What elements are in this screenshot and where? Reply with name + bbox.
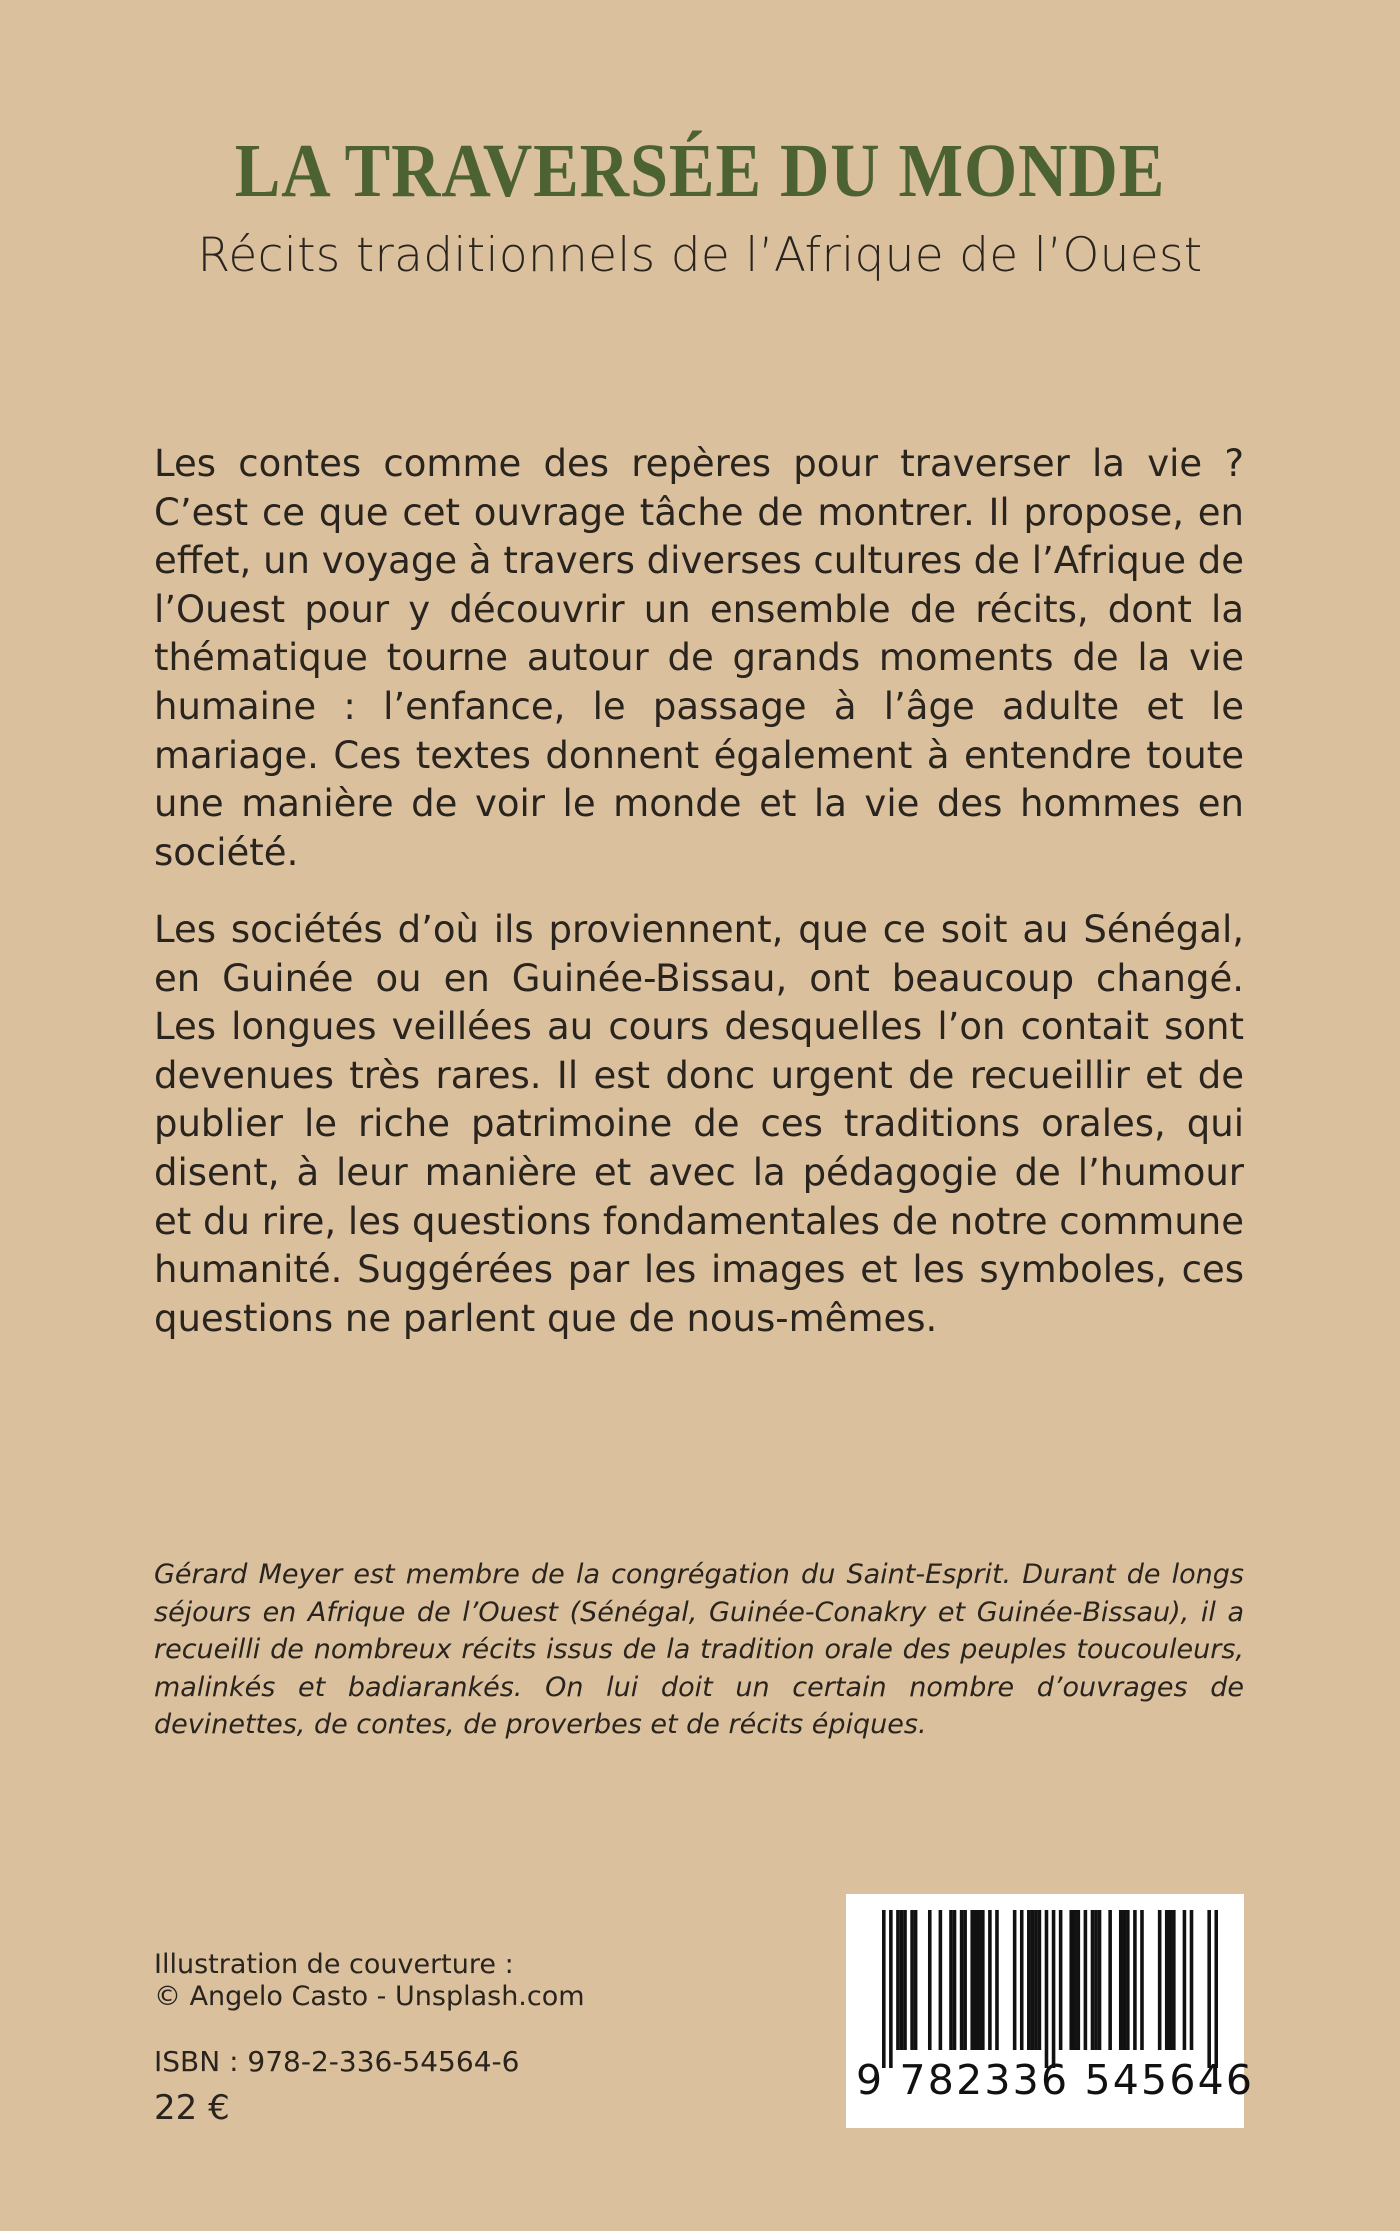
barcode-bar	[1126, 1910, 1130, 2050]
barcode-bar	[1207, 1910, 1211, 2068]
barcode-bar	[1158, 1910, 1162, 2050]
barcode-bar	[1123, 1910, 1127, 2050]
barcode-bar	[1098, 1910, 1102, 2050]
barcode-bar	[1133, 1910, 1137, 2050]
barcode-bar	[1031, 1910, 1035, 2050]
barcode-bar	[1165, 1910, 1169, 2050]
barcode-bar	[1172, 1910, 1176, 2050]
barcode-bar	[1091, 1910, 1095, 2050]
barcode-bar	[914, 1910, 918, 2050]
illustration-credit-label: Illustration de couverture :	[154, 1949, 514, 1980]
barcode-bar	[889, 1910, 893, 2068]
barcode-bar	[949, 1910, 953, 2050]
barcode-bar	[1069, 1910, 1073, 2050]
barcode-bar	[995, 1910, 999, 2050]
book-title: LA TRAVERSÉE DU MONDE	[234, 129, 1166, 213]
barcode-bar	[900, 1910, 904, 2050]
barcode-bar	[1094, 1910, 1098, 2050]
barcode-bar	[974, 1910, 978, 2050]
barcode-bar	[1084, 1910, 1088, 2050]
barcode	[846, 1894, 1255, 2128]
barcode-bar	[1073, 1910, 1077, 2050]
barcode-digits: 9 782336 545646	[856, 2056, 1255, 2104]
barcode-bar	[1214, 1910, 1218, 2068]
author-bio-text: est membre de la congrégation du Saint-Esprit. Durant de longs séjours en Afrique de l’Ouest (Sénégal, Guinée-Conakry et Guinée-Bissau), il a recueilli de nombreux récits issus de la tradition orale des peuples toucouleurs, malinkés et badiarankés. On lui doit un certain nombre d’ouvrages de devinettes, de contes, de proverbes et de récits épiques.	[154, 1559, 1244, 1740]
barcode-bar	[1168, 1910, 1172, 2050]
barcode-bar	[970, 1910, 974, 2050]
barcode-bar	[910, 1910, 914, 2050]
barcode-bar	[1140, 1910, 1144, 2050]
barcode-bar	[981, 1910, 985, 2050]
barcode-bar	[903, 1910, 907, 2050]
barcode-bar	[1119, 1910, 1123, 2050]
blurb-paragraph-2: Les sociétés d’où ils proviennent, que ce soit au Sénégal, en Guinée ou en Guinée-Bissau, ont beaucoup changé. Les longues veillées au cours desquelles l’on contait sont devenues très rares. Il est donc urgent de recueillir et de publier le riche patrimoine de ces traditions orales, qui disent, à leur manière et avec la pédagogie de l’humour et du rire, les questions fondamentales de notre commune humanité. Suggérées par les images et les symboles, ces questions ne parlent que de nous-mêmes.	[154, 908, 1244, 1340]
barcode-bar	[882, 1910, 886, 2068]
barcode-bar	[1038, 1910, 1042, 2050]
barcode-bar	[896, 1910, 900, 2050]
barcode-bar	[977, 1910, 981, 2050]
barcode-bar	[1059, 1910, 1063, 2050]
price: 22 €	[154, 2088, 230, 2128]
isbn-number: ISBN : 978-2-336-54564-6	[154, 2045, 520, 2078]
barcode-bars-icon	[882, 1910, 1218, 2068]
barcode-bar	[928, 1910, 932, 2050]
barcode-bar	[1034, 1910, 1038, 2050]
barcode-bar	[1013, 1910, 1017, 2050]
barcode-bar	[963, 1910, 967, 2050]
barcode-bar	[953, 1910, 957, 2050]
book-subtitle: Récits traditionnels de l’Afrique de l’Ouest	[197, 228, 1203, 283]
barcode-bar	[1045, 1910, 1049, 2068]
author-bio	[154, 1556, 1244, 1744]
barcode-bar	[1052, 1910, 1056, 2068]
blurb-paragraph-1: Les contes comme des repères pour traverser la vie ? C’est ce que cet ouvrage tâche de montrer. Il propose, en effet, un voyage à travers diverses cultures de l’Afrique de l’Ouest pour y découvrir un ensemble de récits, dont la thématique tourne autour de grands moments de la vie humaine : l’enfance, le passage à l’âge adulte et le mariage. Ces textes donnent également à entendre toute une manière de voir le monde et la vie des hommes en société.	[154, 442, 1244, 874]
author-name: Gérard Meyer	[154, 1559, 343, 1590]
barcode-bar	[1183, 1910, 1187, 2050]
barcode-bar	[1077, 1910, 1081, 2050]
illustration-credit-source: © Angelo Casto - Unsplash.com	[154, 1981, 585, 2012]
barcode-bar	[960, 1910, 964, 2050]
barcode-bar	[1108, 1910, 1112, 2050]
barcode-bar	[939, 1910, 943, 2050]
barcode-bar	[1027, 1910, 1031, 2050]
barcode-bar	[1190, 1910, 1194, 2050]
barcode-bar	[988, 1910, 992, 2050]
barcode-bar	[1020, 1910, 1024, 2050]
